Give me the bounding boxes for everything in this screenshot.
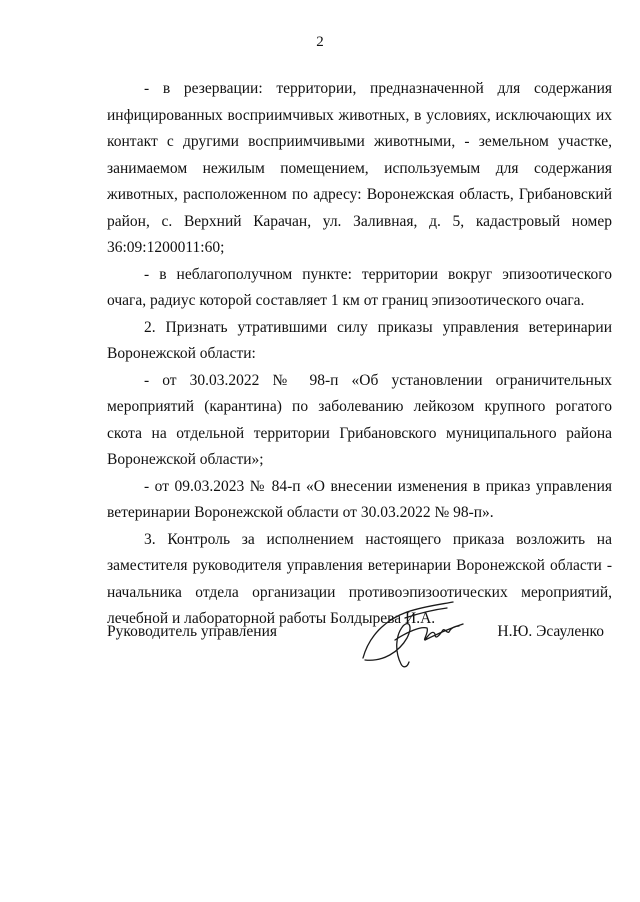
page-number: 2 <box>316 34 324 50</box>
signatory-name: Н.Ю. Эсауленко <box>497 623 604 640</box>
paragraph-unfavorable-point: - в неблагополучном пункте: территории вокруг эпизоотического очага, радиус которой составляет 1 км от границ эпизоотического очага. <box>107 265 612 309</box>
signatory-position: Руководитель управления <box>107 623 278 640</box>
paragraph-order-98p: - от 30.03.2022 № 98-п «Об установлении ограничительных мероприятий (карантина) по заболеванию лейкозом крупного рогатого скота на отдельной территории Грибановского муниципального района Воронежской области»; <box>107 371 612 468</box>
paragraph-item-3: 3. Контроль за исполнением настоящего приказа возложить на заместителя руководителя управления ветеринарии Воронежской области - начальника отдела организации противоэпизоотических мероприятий, лечебной и лабораторной работы Болдырева И.А. <box>107 530 612 627</box>
document-body <box>107 76 612 633</box>
paragraph-item-2: 2. Признать утратившими силу приказы управления ветеринарии Воронежской области: <box>107 318 612 362</box>
handwritten-signature <box>355 596 470 672</box>
paragraph-order-84p: - от 09.03.2023 № 84-п «О внесении изменения в приказ управления ветеринарии Воронежской области от 30.03.2022 № 98-п». <box>107 477 612 521</box>
paragraph-reservation: - в резервации: территории, предназначенной для содержания инфицированных восприимчивых животных, в условиях, исключающих их контакт с другими восприимчивыми животными, - земельном участке, занимаемом нежилым помещением, используемым для содержания животных, расположенном по адресу: Воронежская область, Грибановский район, с. Верхний Карачан, ул. Заливная, д. 5, кадастровый номер 36:09:1200011:60; <box>107 80 612 256</box>
